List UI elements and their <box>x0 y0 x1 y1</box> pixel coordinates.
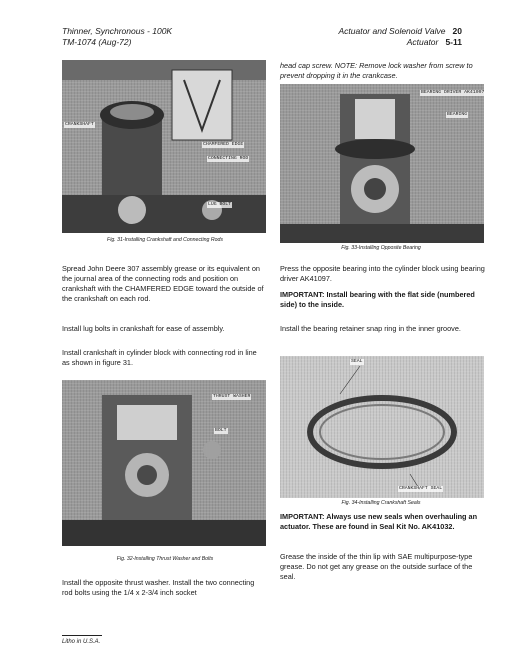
left-paragraph-2: Install lug bolts in crankshaft for ease of assembly. <box>62 324 225 333</box>
figure-31-caption: Fig. 31-Installing Crankshaft and Connecting Rods <box>107 237 223 243</box>
figure-33-label-bearing: BEARING <box>447 112 468 117</box>
left-paragraph-4: Install the opposite thrust washer. Install the two connecting rod bolts using the 1/4 x 2-3/4 inch socket <box>62 578 255 597</box>
figure-31-label-lug-bolt: LUG BOLT <box>208 202 232 207</box>
figure-32-label-bolt: BOLT <box>215 428 227 433</box>
figure-32-label-thrust-washer: THRUST WASHER <box>213 394 251 399</box>
figure-33-photo <box>280 84 484 243</box>
left-paragraph-1: Spread John Deere 307 assembly grease or its equivalent on the journal area of the connecting rods and position on crankshaft with the CHAMFERED EDGE toward the outside of the crankshaft on each rod. <box>62 264 264 303</box>
header-page-number: 5-11 <box>445 37 462 47</box>
figure-32-illustration <box>62 380 266 546</box>
header-section <box>338 26 462 37</box>
right-paragraph-2: Press the opposite bearing into the cylinder block using bearing driver AK41097. <box>280 264 485 283</box>
figure-33-caption: Fig. 33-Installing Opposite Bearing <box>341 245 421 251</box>
figure-32-photo <box>62 380 266 546</box>
figure-34-label-seal: SEAL <box>351 359 363 364</box>
figure-33-illustration <box>280 84 484 243</box>
left-paragraph-3: Install crankshaft in cylinder block with connecting rod in line as shown in figure 31. <box>62 348 257 367</box>
header-title: Thinner, Synchronous - 100K <box>62 26 173 36</box>
figure-32-caption: Fig. 32-Installing Thrust Washer and Bolts <box>116 556 214 562</box>
figure-31-label-chamfered-edge: CHAMFERED EDGE <box>203 142 244 147</box>
header-section-title: Actuator and Solenoid Valve <box>338 26 446 36</box>
figure-31-label-connecting-rod: CONNECTING ROD <box>208 156 249 161</box>
right-paragraph-3: Install the bearing retainer snap ring in the inner groove. <box>280 324 461 333</box>
figure-34-caption: Fig. 34-Installing Crankshaft Seals <box>341 500 421 506</box>
figure-31-label-crankshaft: CRANKSHAFT <box>65 122 94 127</box>
figure-33-label-bearing-driver: BEARING DRIVER AK41097 <box>421 90 484 95</box>
figure-31-photo <box>62 60 266 233</box>
footer-litho: Litho in U.S.A. <box>62 639 101 645</box>
header-subsection <box>407 37 462 48</box>
right-important-2: IMPORTANT: Always use new seals when overhauling an actuator. These are found in Seal Kit No. AK41032. <box>280 512 478 531</box>
right-important-1: IMPORTANT: Install bearing with the flat side (numbered side) to the inside. <box>280 290 475 309</box>
header-section-number: 20 <box>452 26 462 36</box>
figure-34-photo <box>280 356 484 498</box>
header-manual-number: TM-1074 (Aug-72) <box>62 37 132 47</box>
figure-34-label-crankshaft-seal: CRANKSHAFT SEAL <box>399 486 443 491</box>
footer-rule <box>62 635 102 636</box>
figure-34-illustration <box>280 356 484 498</box>
right-paragraph-1: head cap screw. NOTE: Remove lock washer from screw to prevent dropping it in the crankcase. <box>280 61 473 80</box>
header-subsection-title: Actuator <box>406 37 439 47</box>
right-paragraph-4: Grease the inside of the thin lip with SAE multipurpose-type grease. Do not get any grease on the outside surface of the seal. <box>280 552 473 581</box>
